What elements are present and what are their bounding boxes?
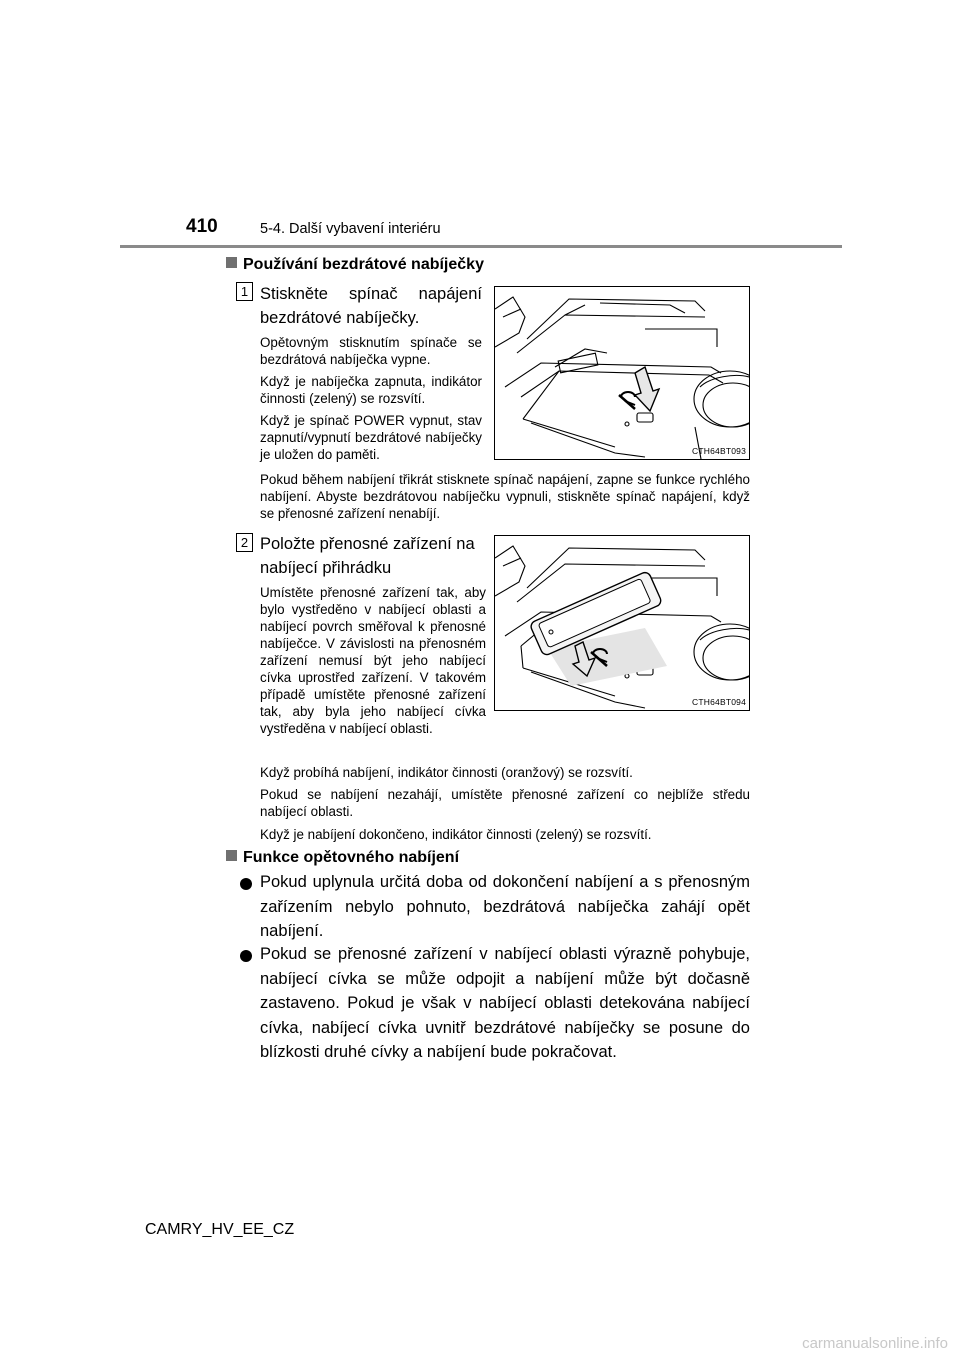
heading-recharge-function (226, 849, 459, 867)
step1-note3: Když je spínač POWER vypnut, stav zapnutí/vypnutí bezdrátové nabíječky je uložen do paměti. (260, 413, 482, 462)
section-title: 5-4. Další vybavení interiéru (260, 221, 441, 237)
figure-code: CTH64BT094 (692, 697, 746, 707)
step2-note2: Když probíhá nabíjení, indikátor činnosti (oranžový) se rozsvítí. (260, 765, 633, 780)
step2-title (260, 532, 482, 580)
heading-wireless-charging (226, 256, 484, 274)
bullet-2-text: Pokud se přenosné zařízení v nabíjecí oblasti výrazně pohybuje, nabíjecí cívka se může odpojit a nabíjení může být dočasně zastaveno. Pokud je však v nabíjecí oblasti detekována nabíjecí cívka, nabíjecí cívka uvnitř bezdrátové nabíječky se posune do blízkosti druhé cívky a nabíjení bude pokračovat. (260, 945, 750, 1061)
step1-note1: Opětovným stisknutím spínače se bezdrátová nabíječka vypne. (260, 335, 482, 367)
step2-note3: Pokud se nabíjení nezahájí, umístěte přenosné zařízení co nejblíže středu nabíjecí oblasti. (260, 787, 750, 819)
heading-text: Funkce opětovného nabíjení (243, 849, 460, 866)
step-number-1: 1 (236, 282, 253, 301)
step2-title-line1: Položte přenosné zařízení na (260, 535, 475, 553)
square-bullet-icon (226, 850, 237, 861)
square-bullet-icon (226, 257, 237, 268)
bullet-icon (240, 950, 252, 962)
step1-note4: Pokud během nabíjení třikrát stisknete spínač napájení, zapne se funkce rychlého nabíjení. Abyste bezdrátovou nabíječku vypnuli, stiskněte spínač napájení, když se přenosné zařízení nenabíjí. (260, 472, 750, 521)
page-number: 410 (186, 216, 218, 237)
footer-code: CAMRY_HV_EE_CZ (145, 1221, 295, 1238)
step2-note4: Když je nabíjení dokončeno, indikátor činnosti (zelený) se rozsvítí. (260, 827, 652, 842)
heading-text: Používání bezdrátové nabíječky (243, 256, 484, 273)
charger-switch-illustration (495, 287, 749, 459)
bullet-icon (240, 878, 252, 890)
step1-title-line1: Stiskněte spínač napájení (260, 285, 482, 303)
device-tray-illustration (495, 536, 749, 710)
figure-device-on-tray (494, 535, 750, 711)
wireless-charge-symbol (619, 392, 635, 409)
figure-code: CTH64BT093 (692, 446, 746, 456)
step-number-2: 2 (236, 533, 253, 552)
step2-title-line2: nabíjecí přihrádku (260, 559, 392, 577)
watermark: carmanualsonline.info (802, 1335, 948, 1352)
step1-title-line2: bezdrátové nabíječky. (260, 309, 420, 327)
step1-title (260, 282, 482, 330)
step2-note1: Umístěte přenosné zařízení tak, aby bylo vystředěno v nabíjecí oblasti a nabíjecí povrch směřoval k přenosné nabíječce. V závislosti na přenosném zařízení nemusí být jeho nabíjecí cívka uprostřed zařízení. V takovém případě umístěte přenosné zařízení tak, aby byla jeho nabíjecí cívka vystředěna v nabíjecí oblasti. (260, 585, 486, 736)
figure-wireless-charger-switch (494, 286, 750, 460)
header-rule (120, 245, 842, 248)
bullet-1-text: Pokud uplynula určitá doba od dokončení nabíjení a s přenosným zařízením nebylo pohnuto, bezdrátová nabíječka zahájí opět nabíjení. (260, 873, 750, 940)
step1-note2: Když je nabíječka zapnuta, indikátor činnosti (zelený) se rozsvítí. (260, 374, 482, 406)
